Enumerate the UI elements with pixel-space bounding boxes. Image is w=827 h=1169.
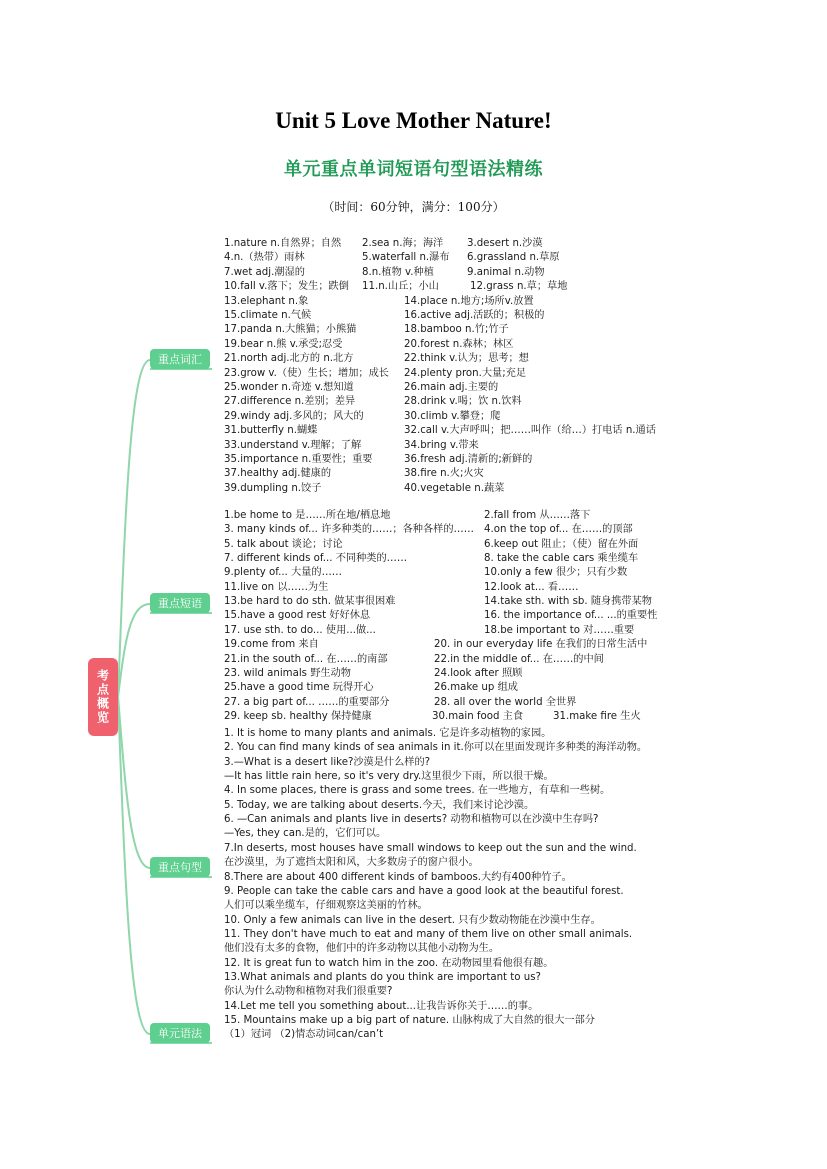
vocab-item: 29.windy adj.多风的；风大的 (224, 410, 364, 422)
sentence-item: 9. People can take the cable cars and have a good look at the beautiful forest. (224, 885, 624, 897)
sentence-item: —Yes, they can.是的，它们可以。 (224, 828, 387, 840)
sentence-item: 他们没有太多的食物，他们中的许多动物以其他小动物为生。 (224, 943, 500, 955)
vocab-item: 17.panda n.大熊猫；小熊猫 (224, 324, 357, 336)
connector-sentences (118, 697, 150, 868)
phrase-item: 2.fall from 从……落下 (484, 510, 591, 521)
sentence-item: 10. Only a few animals can live in the desert. 只有少数动物能在沙漠中生存。 (224, 914, 601, 926)
sentence-item: 12. It is great fun to watch him in the zoo. 在动物园里看他很有趣。 (224, 957, 554, 969)
connector-phrases (118, 604, 150, 697)
phrase-item: 13.be hard to do sth. 做某事很困难 (224, 596, 396, 608)
vocab-item: 26.main adj.主要的 (404, 382, 499, 393)
phrase-item: 15.have a good rest 好好休息 (224, 610, 371, 622)
phrase-item: 16. the importance of... ...的重要性 (484, 610, 658, 622)
sentence-item: 1. It is home to many plants and animals. 它是许多动植物的家园。 (224, 728, 552, 739)
sentence-item: 14.Let me tell you something about...让我告诉你关于……的事。 (224, 1000, 539, 1012)
phrase-item: 4.on the top of... 在……的顶部 (484, 524, 633, 536)
vocab-item: 3.desert n.沙漠 (467, 238, 543, 249)
phrase-item: 30.main food 主食 (432, 710, 524, 722)
phrase-item: 19.come from 来自 (224, 639, 319, 651)
phrase-item: 25.have a good time 玩得开心 (224, 682, 374, 694)
vocab-item: 5.waterfall n.瀑布 (362, 252, 450, 264)
document-title: Unit 5 Love Mother Nature! (275, 108, 552, 133)
phrase-item: 20. in our everyday life 在我们的日常生活中 (434, 639, 648, 651)
vocab-item: 35.importance n.重要性；重要 (224, 454, 373, 465)
sentence-item: 人们可以乘坐缆车，仔细观察这美丽的竹林。 (224, 900, 428, 912)
vocab-item: 7.wet adj.潮湿的 (224, 266, 305, 278)
phrase-item: 1.be home to 是……所在地/栖息地 (224, 510, 391, 521)
branch-sentences: 重点句型 (150, 857, 210, 877)
vocab-item: 14.place n.地方;场所v.放置 (404, 295, 534, 307)
phrase-item: 24.look after 照顾 (434, 667, 523, 679)
sentence-item: 7.In deserts, most houses have small windows to keep out the sun and the wind. (224, 842, 637, 854)
vocab-item: 36.fresh adj.清新的;新鲜的 (404, 454, 533, 465)
vocab-item: 16.active adj.活跃的；积极的 (404, 310, 545, 321)
phrase-item: 3. many kinds of... 许多种类的……；各种各样的…… (224, 524, 474, 536)
vocab-item: 28.drink v.喝；饮 n.饮料 (404, 396, 522, 408)
phrase-item: 27. a big part of... ……的重要部分 (224, 696, 390, 708)
vocab-item: 6.grassland n.草原 (467, 252, 560, 264)
vocab-item: 20.forest n.森林；林区 (404, 338, 514, 350)
branch-grammar: 单元语法 (150, 1023, 210, 1043)
vocab-item: 34.bring v.带来 (404, 439, 479, 451)
vocab-item: 21.north adj.北方的 n.北方 (224, 353, 354, 365)
vocab-item: 8.n.植物 v.种植 (362, 266, 434, 278)
sentence-item: 6. —Can animals and plants live in deserts? 动物和植物可以在沙漠中生存吗? (224, 814, 599, 826)
branch-vocab: 重点词汇 (150, 349, 210, 369)
vocab-item: 24.plenty pron.大量;充足 (404, 367, 527, 379)
sentence-item: 3.—What is a desert like?沙漠是什么样的? (224, 756, 431, 768)
vocab-item: 39.dumpling n.饺子 (224, 482, 322, 494)
phrase-item: 22.in the middle of... 在……的中间 (434, 653, 604, 665)
sentence-item: 你认为什么动物和植物对我们很重要? (224, 986, 393, 998)
vocab-item: 38.fire n.火;火灾 (404, 468, 484, 480)
vocab-item: 19.bear n.熊 v.承受;忍受 (224, 338, 343, 350)
phrase-item: 12.look at... 看…… (484, 581, 579, 593)
phrase-item: 29. keep sb. healthy 保持健康 (224, 710, 372, 722)
phrase-item: 31.make fire 生火 (553, 710, 641, 722)
phrase-item: 9.plenty of... 大量的…… (224, 567, 342, 579)
vocab-item: 40.vegetable n.蔬菜 (404, 482, 505, 494)
vocab-item: 31.butterfly n.蝴蝶 (224, 425, 318, 437)
vocab-item: 10.fall v.落下；发生；跌倒 (224, 281, 349, 293)
phrase-item: 5. talk about 谈论；讨论 (224, 538, 343, 550)
phrase-item: 18.be important to 对……重要 (484, 624, 635, 636)
vocab-item: 9.animal n.动物 (467, 266, 545, 278)
phrase-item: 21.in the south of... 在……的南部 (224, 653, 388, 665)
vocab-item: 1.nature n.自然界；自然 (224, 238, 342, 249)
vocab-item: 4.n.（热带）雨林 (224, 252, 305, 264)
sentence-item: 11. They don't have much to eat and many of them live on other small animals. (224, 928, 633, 940)
phrase-item: 14.take sth. with sb. 随身携带某物 (484, 596, 652, 608)
vocab-item: 11.n.山丘；小山 (362, 281, 439, 293)
sentence-item: 13.What animals and plants do you think are important to us? (224, 971, 541, 983)
phrase-item: 10.only a few 很少；只有少数 (484, 567, 628, 579)
sentence-item: 在沙漠里，为了遮挡太阳和风，大多数房子的窗户很小。 (224, 857, 479, 869)
phrase-item: 11.live on 以……为生 (224, 581, 329, 593)
vocab-item: 22.think v.认为；思考；想 (404, 353, 529, 365)
sentence-item: 4. In some places, there is grass and some trees. 在一些地方，有草和一些树。 (224, 785, 611, 797)
document-subtitle: 单元重点单词短语句型语法精练 (284, 159, 543, 180)
phrase-item: 26.make up 组成 (434, 682, 518, 694)
phrase-item: 28. all over the world 全世界 (434, 696, 577, 708)
vocab-item: 13.elephant n.象 (224, 295, 309, 307)
connector-vocab (118, 360, 150, 697)
sentence-item: 15. Mountains make up a big part of nature. 山脉构成了大自然的很大一部分 (224, 1015, 595, 1026)
phrase-item: 7. different kinds of... 不同种类的…… (224, 553, 408, 565)
sentence-item: 8.There are about 400 different kinds of bamboos.大约有400种竹子。 (224, 871, 572, 883)
branch-phrases: 重点短语 (150, 593, 210, 613)
vocab-item: 32.call v.大声呼叫；把……叫作（给…）打电话 n.通话 (404, 425, 656, 437)
phrase-item: 23. wild animals 野生动物 (224, 667, 351, 679)
vocab-item: 27.difference n.差别；差异 (224, 396, 356, 408)
vocab-item: 33.understand v.理解；了解 (224, 439, 362, 451)
sentence-item: 2. You can find many kinds of sea animals in it.你可以在里面发现许多种类的海洋动物。 (224, 742, 648, 754)
vocab-item: 15.climate n.气候 (224, 310, 312, 321)
vocab-item: 30.climb v.攀登；爬 (404, 410, 501, 422)
grammar-text: （1）冠词 （2)情态动词can/can’t (224, 1029, 384, 1040)
exam-time-info: （时间：60分钟，满分：100分） (322, 200, 505, 214)
vocab-item: 18.bamboo n.竹;竹子 (404, 324, 509, 336)
phrase-item: 8. take the cable cars 乘坐缆车 (484, 553, 639, 565)
sentence-item: —It has little rain here, so it's very dry.这里很少下雨，所以很干燥。 (224, 771, 554, 783)
sentence-item: 5. Today, we are talking about deserts.今天，我们来讨论沙漠。 (224, 799, 535, 811)
mindmap-center-node: 考点概览 (88, 658, 118, 736)
vocab-item: 12.grass n.草；草地 (470, 281, 568, 293)
phrase-item: 6.keep out 阻止；（使）留在外面 (484, 538, 639, 550)
vocab-item: 23.grow v.（使）生长；增加；成长 (224, 367, 389, 379)
vocab-item: 37.healthy adj.健康的 (224, 468, 332, 480)
phrase-item: 17. use sth. to do... 使用...做... (224, 624, 376, 636)
vocab-item: 2.sea n.海；海洋 (362, 238, 444, 249)
vocab-item: 25.wonder n.奇迹 v.想知道 (224, 382, 354, 393)
